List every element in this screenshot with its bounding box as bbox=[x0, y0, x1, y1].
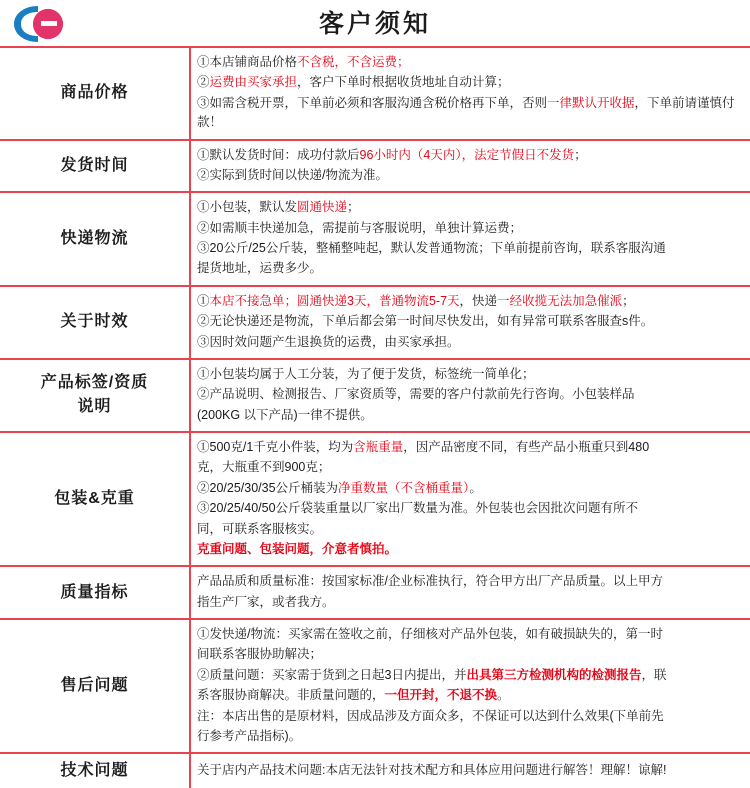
notice-line bbox=[197, 219, 744, 238]
notice-text: ②质量问题：买家需于货到之日起3日内提出，并 bbox=[197, 667, 467, 682]
notice-line bbox=[197, 707, 744, 726]
notice-line bbox=[197, 686, 744, 705]
notice-text: ②20/25/30/35公斤桶装为 bbox=[197, 480, 339, 495]
notice-row-content bbox=[190, 359, 750, 432]
notice-row-label: 快递物流 bbox=[0, 192, 190, 286]
notice-line bbox=[197, 292, 744, 311]
notice-text: 系客服协商解决。非质量问题的， bbox=[197, 688, 385, 703]
notice-line bbox=[197, 458, 744, 477]
notice-text: ① bbox=[197, 293, 210, 308]
notice-row-label: 关于时效 bbox=[0, 286, 190, 359]
notice-text: 一但开封，不退不换 bbox=[384, 688, 498, 703]
notice-text: 同，可联系客服核实。 bbox=[197, 521, 323, 536]
notice-text: 含瓶重量 bbox=[353, 440, 404, 454]
notice-text: 克，大瓶重不到900克； bbox=[197, 460, 331, 475]
notice-table-body bbox=[0, 48, 750, 788]
notice-line bbox=[197, 593, 744, 612]
notice-row bbox=[0, 140, 750, 193]
notice-line bbox=[197, 499, 744, 518]
notice-line bbox=[197, 198, 744, 217]
notice-line bbox=[197, 385, 744, 404]
notice-text: ② bbox=[197, 75, 210, 90]
notice-text: ①发快递/物流：买家需在签收之前，仔细核对产品外包装，如有破损缺失的，第一时 bbox=[197, 627, 663, 641]
notice-row bbox=[0, 566, 750, 619]
notice-text: ，联 bbox=[641, 667, 667, 682]
notice-table bbox=[0, 48, 750, 788]
notice-line bbox=[197, 333, 744, 352]
notice-text: 指生产厂家，或者我方。 bbox=[197, 594, 335, 609]
notice-line bbox=[197, 645, 744, 664]
notice-line bbox=[197, 761, 744, 780]
notice-row bbox=[0, 359, 750, 432]
notice-text: 产品品质和质量标准：按国家标准/企业标准执行，符合甲方出厂产品质量。以上甲方 bbox=[197, 574, 663, 589]
notice-line bbox=[197, 166, 744, 185]
notice-text: ②实际到货时间以快递/物流为准。 bbox=[197, 167, 388, 182]
notice-line bbox=[197, 73, 744, 92]
notice-row bbox=[0, 192, 750, 286]
notice-line bbox=[197, 666, 744, 685]
notice-text: 出具第三方检测机构的检测报告 bbox=[466, 667, 642, 682]
notice-line bbox=[197, 365, 744, 384]
notice-text: ①500克/1千克小件装，均为 bbox=[197, 440, 354, 454]
notice-text: ③20/25/40/50公斤袋装重量以厂家出厂数量为准。外包装也会因批次问题有所不 bbox=[197, 501, 639, 516]
notice-line bbox=[197, 520, 744, 539]
notice-line bbox=[197, 438, 744, 457]
notice-line bbox=[197, 479, 744, 498]
notice-text: ，下单前请谨慎付款！ bbox=[197, 95, 735, 130]
notice-row bbox=[0, 753, 750, 788]
notice-line bbox=[197, 572, 744, 591]
notice-text: 注：本店出售的是原材料，因成品涉及方面众多，不保证可以达到什么效果(下单前先 bbox=[197, 708, 664, 723]
notice-text: 克重问题、包装问题，介意者慎拍。 bbox=[197, 541, 398, 556]
notice-text: 行参考产品指标)。 bbox=[197, 728, 302, 743]
notice-row-content bbox=[190, 432, 750, 566]
notice-row-content bbox=[190, 619, 750, 753]
notice-text: ①默认发货时间：成功付款后 bbox=[197, 147, 360, 162]
notice-line bbox=[197, 239, 744, 258]
notice-row bbox=[0, 286, 750, 359]
notice-text: ③因时效问题产生退换货的运费，由买家承担。 bbox=[197, 334, 460, 349]
notice-row-label: 质量指标 bbox=[0, 566, 190, 619]
notice-text: 圆通快递 bbox=[297, 200, 348, 215]
notice-line bbox=[197, 312, 744, 331]
notice-row-content bbox=[190, 286, 750, 359]
notice-text: ； bbox=[622, 293, 635, 308]
notice-text: ②无论快递还是物流，下单后都会第一时间尽快发出，如有异常可联系客服查s件。 bbox=[197, 314, 654, 329]
notice-text: 净重数量（不含桶重量） bbox=[338, 480, 470, 495]
notice-row-label: 发货时间 bbox=[0, 140, 190, 193]
notice-text: ③20公斤/25公斤装，整桶整吨起，默认发普通物流；下单前提前咨询，联系客服沟通 bbox=[197, 241, 666, 255]
notice-row bbox=[0, 619, 750, 753]
notice-text: ②如需顺丰快递加急，需提前与客服说明，单独计算运费； bbox=[197, 220, 523, 235]
notice-row-label: 售后问题 bbox=[0, 619, 190, 753]
page-title: 客户须知 bbox=[318, 9, 431, 38]
notice-row-label: 产品标签/资质 说明 bbox=[0, 359, 190, 432]
notice-text: 。 bbox=[497, 688, 510, 703]
notice-text: ①本店铺商品价格 bbox=[197, 55, 298, 69]
notice-row-content bbox=[190, 566, 750, 619]
notice-line bbox=[197, 94, 744, 133]
notice-text: ②产品说明、检测报告、厂家资质等，需要的客户付款前先行咨询。小包装样品 bbox=[197, 387, 635, 402]
notice-text: ； bbox=[347, 200, 360, 215]
notice-text: 关于店内产品技术问题:本店无法针对技术配方和具体应用问题进行解答！理解！谅解! bbox=[197, 763, 667, 778]
notice-text: 间联系客服协助解决； bbox=[197, 647, 323, 662]
notice-text: ，快递 bbox=[459, 293, 498, 308]
notice-text: 。 bbox=[469, 480, 482, 495]
notice-text: 一律默认开收据 bbox=[547, 95, 635, 110]
notice-text: 本店不接急单；圆通快递3天，普通物流5-7天 bbox=[209, 293, 460, 308]
notice-text: ①小包装均属于人工分装，为了便于发货，标签统一简单化； bbox=[197, 366, 535, 381]
notice-line bbox=[197, 53, 744, 72]
notice-row-content bbox=[190, 48, 750, 140]
notice-row-content bbox=[190, 192, 750, 286]
notice-text: ，客户下单时根据收货地址自动计算； bbox=[297, 75, 510, 90]
notice-text: ①小包装，默认发 bbox=[197, 200, 298, 215]
notice-text: ③如需含税开票，下单前必须和客服沟通含税价格再下单，否则 bbox=[197, 95, 548, 110]
notice-text: 不含税，不含运费； bbox=[297, 55, 410, 69]
notice-line bbox=[197, 259, 744, 278]
notice-line bbox=[197, 625, 744, 644]
notice-row-label: 商品价格 bbox=[0, 48, 190, 140]
notice-text: (200KG 以下产品)一律不提供。 bbox=[197, 407, 373, 422]
notice-line bbox=[197, 727, 744, 746]
notice-text: 一经收揽无法加急催派 bbox=[497, 293, 623, 308]
notice-line bbox=[197, 406, 744, 425]
notice-text: ； bbox=[574, 147, 587, 162]
notice-text: 提货地址，运费多少。 bbox=[197, 261, 323, 276]
notice-row bbox=[0, 432, 750, 566]
notice-text: 运费由买家承担 bbox=[209, 75, 298, 90]
notice-text: 96小时内（4天内），法定节假日不发货 bbox=[359, 147, 575, 162]
notice-row bbox=[0, 48, 750, 140]
notice-line bbox=[197, 540, 744, 559]
notice-row-label: 技术问题 bbox=[0, 753, 190, 788]
page-header bbox=[0, 0, 750, 48]
notice-row-label: 包装&克重 bbox=[0, 432, 190, 566]
notice-row-content bbox=[190, 753, 750, 788]
notice-text: ，因产品密度不同，有些产品小瓶重只到480 bbox=[403, 440, 650, 454]
notice-line bbox=[197, 146, 744, 165]
notice-row-content bbox=[190, 140, 750, 193]
